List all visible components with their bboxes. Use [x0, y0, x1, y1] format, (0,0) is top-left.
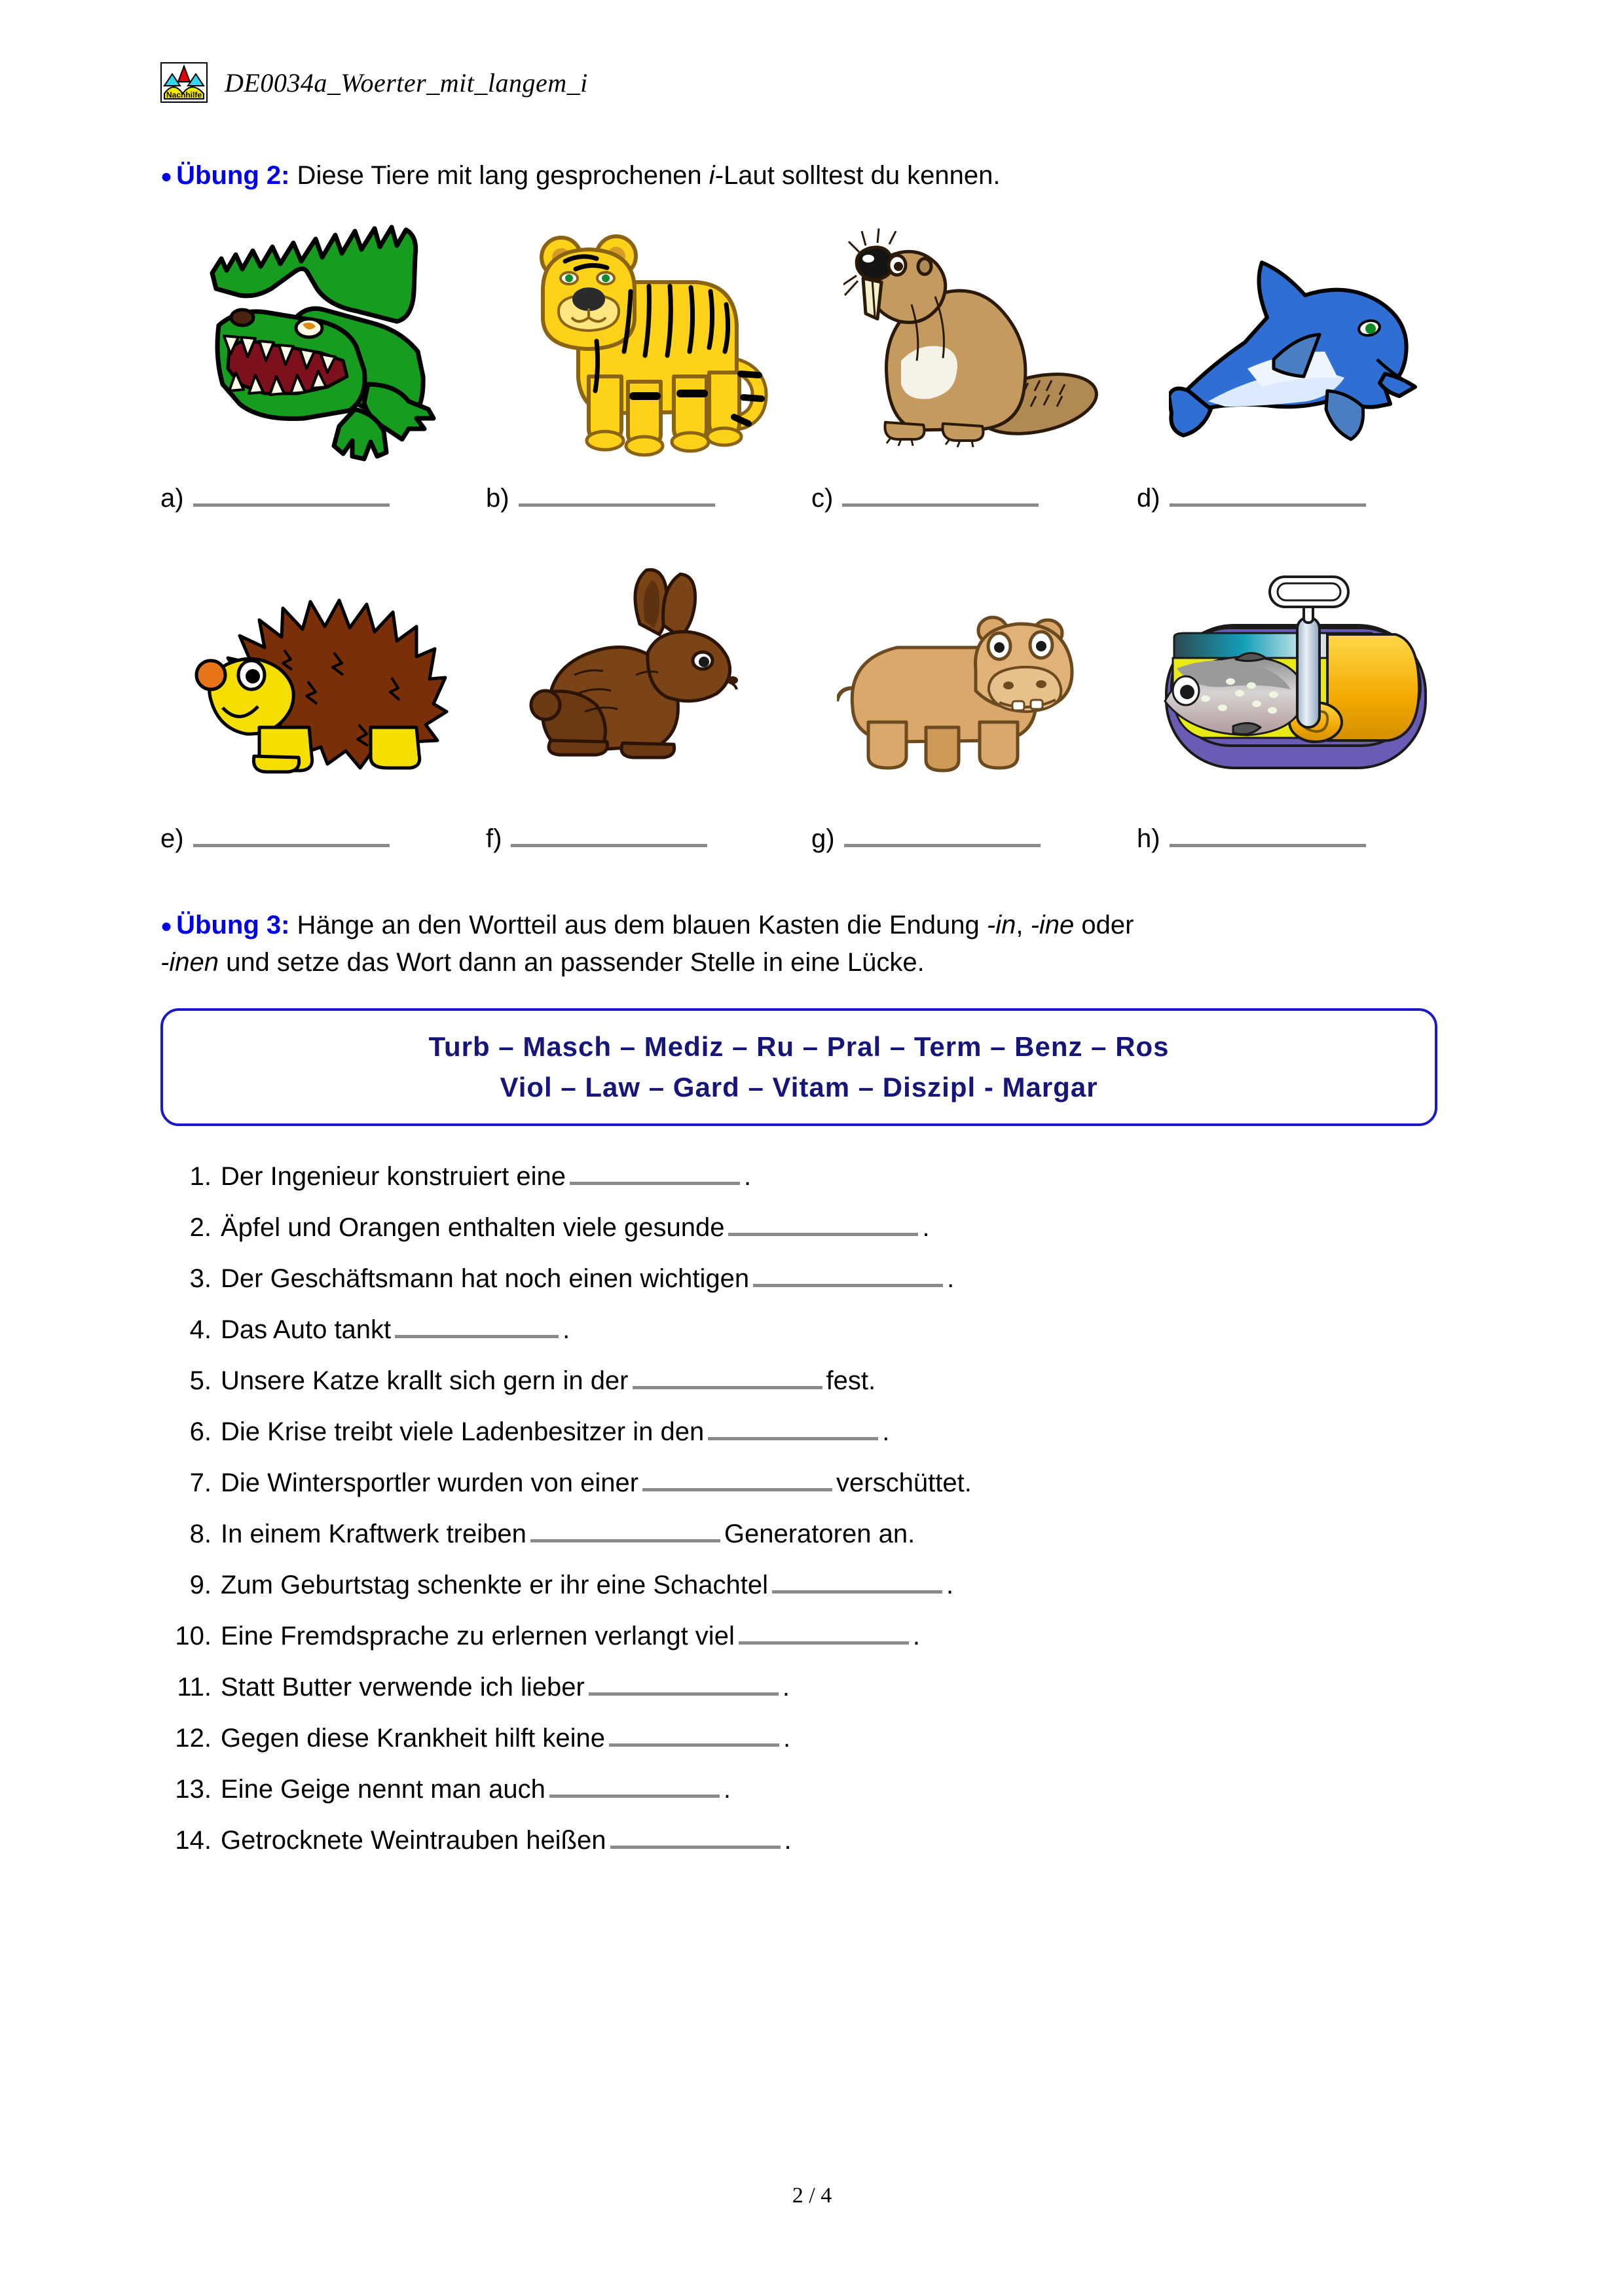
sentence-row-13	[160, 1775, 1470, 1826]
exercise-2-label: Übung 2:	[176, 161, 290, 190]
sentence-text-5: Unsere Katze krallt sich gern in der	[221, 1366, 629, 1395]
sentence-tail-11: .	[782, 1673, 790, 1702]
picture-cell-g	[811, 550, 1137, 786]
sentence-gap-11[interactable]	[589, 1673, 779, 1696]
crocodile-illustration	[193, 213, 454, 465]
sentence-row-12	[160, 1724, 1470, 1775]
sentence-tail-14: .	[784, 1826, 792, 1855]
sentence-text-14: Getrocknete Weintrauben heißen	[221, 1826, 606, 1855]
tiger-illustration	[518, 213, 780, 465]
sentence-text-13: Eine Geige nennt man auch	[221, 1775, 545, 1804]
sentence-number-3: 3.	[189, 1264, 212, 1293]
sentence-row-10	[160, 1622, 1470, 1673]
exercise-2-text-2: -Laut solltest du kennen.	[714, 161, 1001, 190]
sentence-tail-1: .	[743, 1162, 752, 1191]
sentence-tail-3: .	[947, 1264, 955, 1293]
sentence-row-9	[160, 1571, 1470, 1622]
answer-letter-a: a)	[160, 484, 184, 513]
sentence-tail-9: .	[946, 1571, 954, 1599]
answer-letter-b: b)	[486, 484, 509, 513]
answer-blank-d[interactable]	[1137, 481, 1462, 513]
word-bank-line-2: Viol – Law – Gard – Vitam – Diszipl - Margar	[500, 1072, 1098, 1102]
sentence-gap-10[interactable]	[739, 1622, 909, 1645]
answer-letter-c: c)	[811, 484, 834, 513]
sentence-tail-8: Generatoren an.	[724, 1520, 915, 1548]
rabbit-illustration	[511, 560, 786, 786]
sentence-row-4	[160, 1315, 1470, 1366]
answer-letter-g: g)	[811, 824, 835, 853]
sentence-gap-14[interactable]	[610, 1826, 781, 1849]
answer-line-c[interactable]	[842, 481, 1039, 507]
exercise-3-oder: oder	[1074, 911, 1134, 939]
sentence-text-10: Eine Fremdsprache zu erlernen verlangt viel	[221, 1622, 735, 1650]
document-header	[160, 62, 588, 103]
answer-line-e[interactable]	[193, 822, 390, 847]
sentence-tail-7: verschüttet.	[836, 1468, 972, 1497]
sentence-number-6: 6.	[189, 1417, 212, 1446]
answer-blank-g[interactable]	[811, 822, 1137, 854]
sentence-gap-8[interactable]	[530, 1520, 720, 1542]
sentence-number-11: 11.	[177, 1673, 212, 1702]
sentence-text-6: Die Krise treibt viele Ladenbesitzer in den	[221, 1417, 705, 1446]
answer-line-b[interactable]	[519, 481, 715, 507]
sentence-tail-2: .	[922, 1213, 930, 1242]
sentence-row-14	[160, 1826, 1470, 1877]
sentence-tail-12: .	[783, 1724, 791, 1753]
sentence-number-8: 8.	[189, 1520, 212, 1548]
hippo-illustration	[837, 560, 1112, 786]
sentence-tail-5: fest.	[826, 1366, 876, 1395]
sentence-row-6	[160, 1417, 1470, 1468]
sentence-tail-13: .	[723, 1775, 731, 1804]
picture-row-2	[160, 550, 1464, 786]
answer-row-1	[160, 481, 1464, 513]
ending-inen: -inen	[160, 947, 219, 977]
exercise-3-text-1: Hänge an den Wortteil aus dem blauen Kasten die Endung	[289, 911, 987, 939]
sentence-number-1: 1.	[189, 1162, 212, 1191]
sentence-number-7: 7.	[189, 1468, 212, 1497]
page-number: 2 / 4	[792, 2183, 832, 2208]
exercise-2-heading	[160, 157, 1470, 194]
answer-line-f[interactable]	[511, 822, 707, 847]
answer-letter-d: d)	[1137, 484, 1160, 513]
sentence-number-5: 5.	[189, 1366, 212, 1395]
sentence-gap-1[interactable]	[570, 1162, 740, 1185]
sentence-list	[160, 1162, 1470, 1877]
sentence-number-14: 14.	[175, 1826, 212, 1855]
answer-blank-c[interactable]	[811, 481, 1137, 513]
answer-row-2	[160, 822, 1464, 854]
sentence-number-2: 2.	[189, 1213, 212, 1242]
sentence-number-12: 12.	[175, 1724, 212, 1753]
picture-cell-b	[486, 203, 811, 465]
sentence-gap-13[interactable]	[549, 1775, 720, 1798]
ending-ine: -ine	[1030, 911, 1075, 939]
bullet-icon-2: ●	[160, 915, 173, 938]
sentence-row-2	[160, 1213, 1470, 1264]
sentence-tail-4: .	[563, 1315, 570, 1344]
answer-letter-e: e)	[160, 824, 184, 853]
sardine-can-illustration	[1162, 560, 1437, 786]
hedgehog-illustration	[186, 560, 461, 786]
sentence-row-11	[160, 1673, 1470, 1724]
sentence-gap-4[interactable]	[395, 1315, 559, 1338]
picture-row-1	[160, 203, 1464, 465]
sentence-gap-6[interactable]	[708, 1417, 878, 1440]
answer-blank-a[interactable]	[160, 481, 486, 513]
sentence-number-9: 9.	[189, 1571, 212, 1599]
sentence-text-12: Gegen diese Krankheit hilft keine	[221, 1724, 606, 1753]
document-title: DE0034a_Woerter_mit_langem_i	[225, 67, 588, 98]
sentence-text-8: In einem Kraftwerk treiben	[221, 1520, 526, 1548]
sentence-text-11: Statt Butter verwende ich lieber	[221, 1673, 585, 1702]
answer-blank-e[interactable]	[160, 822, 486, 854]
answer-blank-b[interactable]	[486, 481, 811, 513]
sentence-gap-9[interactable]	[772, 1571, 942, 1594]
answer-line-g[interactable]	[844, 822, 1041, 847]
ending-in: -in	[986, 911, 1016, 939]
sentence-gap-12[interactable]	[609, 1724, 779, 1747]
sentence-text-1: Der Ingenieur konstruiert eine	[221, 1162, 566, 1191]
sentence-tail-10: .	[912, 1622, 920, 1650]
exercise-3-text-2: und setze das Wort dann an passender Stelle in eine Lücke.	[218, 947, 925, 977]
bullet-icon: ●	[160, 166, 173, 188]
sentence-row-3	[160, 1264, 1470, 1315]
answer-letter-f: f)	[486, 824, 502, 853]
sentence-text-9: Zum Geburtstag schenkte er ihr eine Schachtel	[221, 1571, 768, 1599]
sentence-text-7: Die Wintersportler wurden von einer	[221, 1468, 639, 1497]
picture-cell-f	[486, 550, 811, 786]
answer-line-a[interactable]	[193, 481, 390, 507]
sentence-gap-5[interactable]	[633, 1366, 822, 1389]
picture-cell-h	[1137, 550, 1462, 786]
beaver-illustration	[843, 213, 1105, 465]
sentence-number-10: 10.	[175, 1622, 212, 1650]
sentence-row-5	[160, 1366, 1470, 1417]
svg-text:Nachhilfe: Nachhilfe	[166, 90, 202, 100]
sentence-text-3: Der Geschäftsmann hat noch einen wichtigen	[221, 1264, 750, 1293]
sentence-number-4: 4.	[189, 1315, 212, 1344]
exercise-3-label: Übung 3:	[176, 911, 290, 939]
word-bank-box	[160, 1008, 1437, 1126]
sentence-row-1	[160, 1162, 1470, 1213]
exercise-3-comma: ,	[1016, 911, 1031, 939]
answer-blank-h[interactable]	[1137, 822, 1462, 854]
picture-cell-a	[160, 203, 486, 465]
exercise-2-italic-i: i	[709, 161, 715, 190]
sentence-number-13: 13.	[175, 1775, 212, 1804]
picture-cell-c	[811, 203, 1137, 465]
exercise-3-heading	[160, 907, 1477, 981]
picture-cell-e	[160, 550, 486, 786]
sentence-text-4: Das Auto tankt	[221, 1315, 392, 1344]
sentence-text-2: Äpfel und Orangen enthalten viele gesunde	[221, 1213, 725, 1242]
sentence-row-8	[160, 1520, 1470, 1571]
sentence-row-7	[160, 1468, 1470, 1520]
word-bank-line-1: Turb – Masch – Mediz – Ru – Pral – Term – Benz – Ros	[428, 1031, 1170, 1062]
answer-line-d[interactable]	[1170, 481, 1366, 507]
dolphin-illustration	[1169, 213, 1431, 465]
answer-line-h[interactable]	[1170, 822, 1366, 847]
sentence-tail-6: .	[882, 1417, 890, 1446]
sentence-gap-7[interactable]	[642, 1468, 832, 1491]
sentence-gap-2[interactable]	[728, 1213, 918, 1236]
sentence-gap-3[interactable]	[753, 1264, 943, 1287]
nachhilfe-logo-icon	[160, 62, 208, 103]
answer-letter-h: h)	[1137, 824, 1160, 853]
picture-cell-d	[1137, 203, 1462, 465]
answer-blank-f[interactable]	[486, 822, 811, 854]
exercise-2-text-1: Diese Tiere mit lang gesprochenen	[289, 161, 709, 190]
